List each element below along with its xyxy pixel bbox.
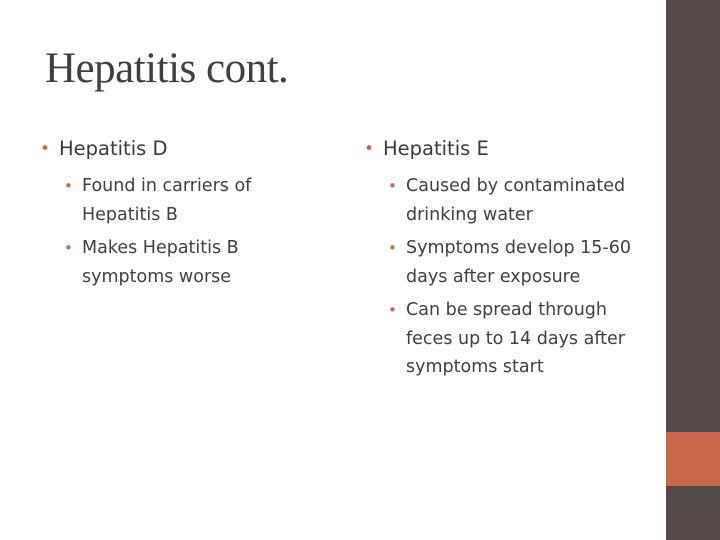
sub-bullet: • Symptoms develop 15-60 days after exposure <box>388 234 646 291</box>
sub-bullet: • Caused by contaminated drinking water <box>388 172 646 229</box>
right-column <box>364 132 664 387</box>
sub-bullet: • Found in carriers of Hepatitis B <box>64 172 332 229</box>
sub-bullet: • Can be spread through feces up to 14 days after symptoms start <box>388 296 646 382</box>
sub-bullet: • Makes Hepatitis B symptoms worse <box>64 234 332 291</box>
bullet-hepatitis-e: • Hepatitis E <box>364 132 664 166</box>
left-column <box>40 132 340 296</box>
sidebar-accent-block <box>666 432 720 486</box>
hepatitis-d-details <box>40 172 340 291</box>
slide-title: Hepatitis cont. <box>45 45 289 92</box>
bullet-hepatitis-d: • Hepatitis D <box>40 132 340 166</box>
hepatitis-e-details <box>364 172 664 382</box>
